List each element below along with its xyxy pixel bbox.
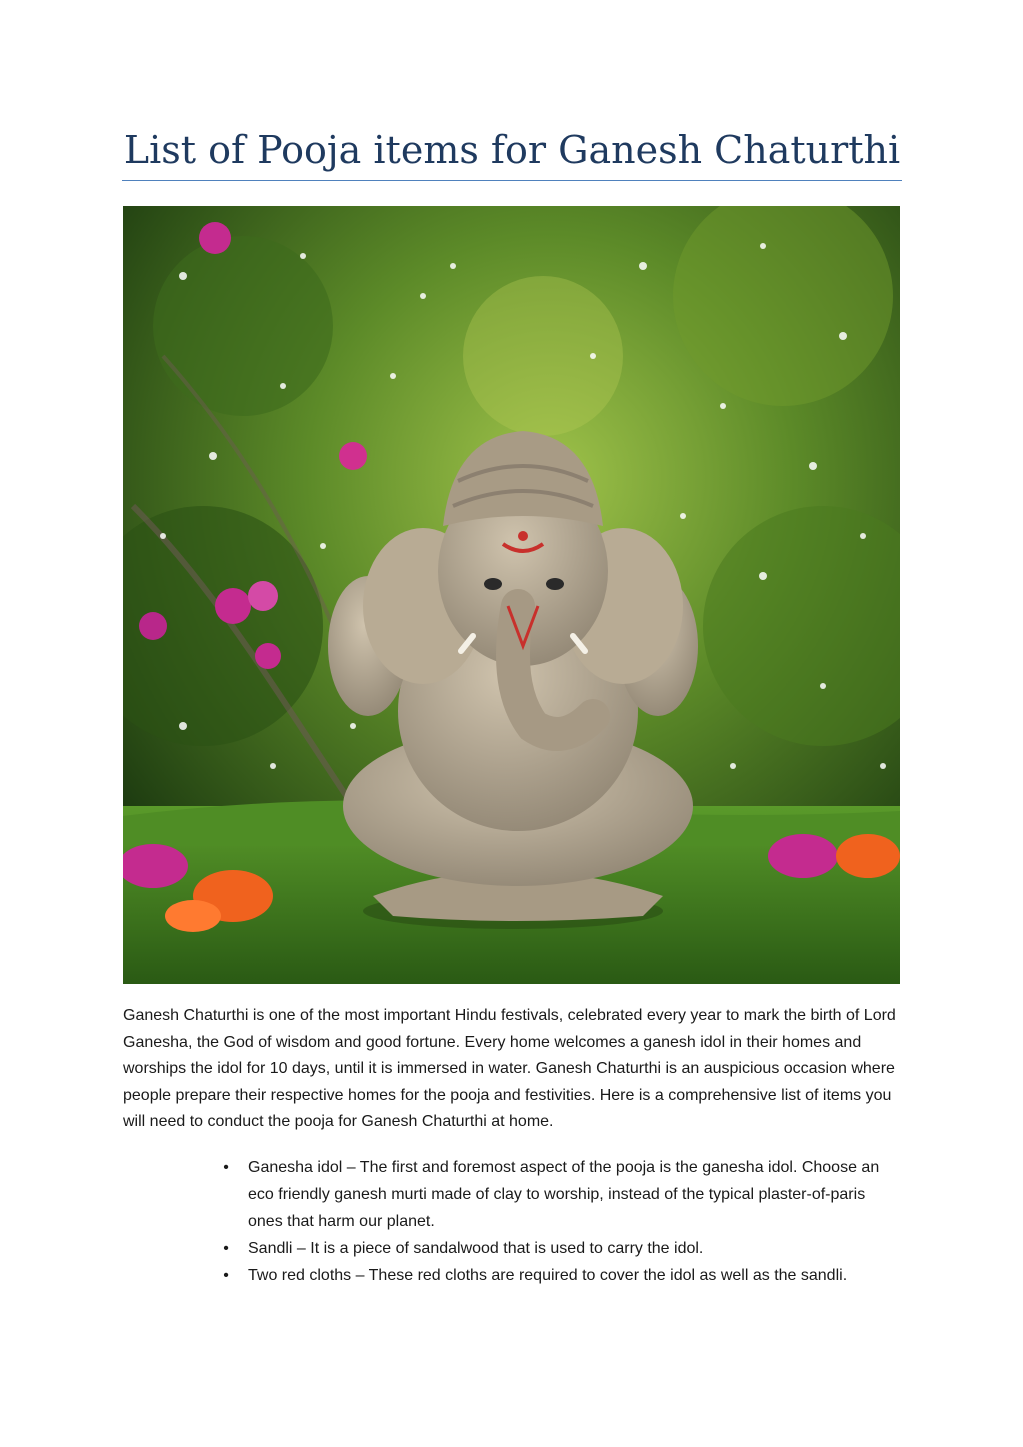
list-item-text: Two red cloths – These red cloths are required to cover the idol as well as the sandli.	[248, 1267, 848, 1284]
list-item	[223, 1262, 900, 1289]
bullet-icon: •	[223, 1240, 229, 1257]
list-item-text: Ganesha idol – The first and foremost aspect of the pooja is the ganesha idol. Choose an eco friendly ganesh murti made of clay to worship, instead of the typical plaster-of-paris ones that harm our planet.	[248, 1159, 880, 1230]
ganesha-idol-photo	[123, 206, 900, 984]
list-item	[223, 1235, 900, 1262]
bullet-icon: •	[223, 1159, 229, 1176]
intro-paragraph: Ganesh Chaturthi is one of the most important Hindu festivals, celebrated every year to mark the birth of Lord Ganesha, the God of wisdom and good fortune. Every home welcomes a ganesh idol in their homes and worships the idol for 10 days, until it is immersed in water. Ganesh Chaturthi is an auspicious occasion where people prepare their respective homes for the pooja and festivities. Here is a comprehensive list of items you will need to conduct the pooja for Ganesh Chaturthi at home.	[123, 1007, 896, 1130]
pooja-items-list	[223, 1154, 900, 1289]
ganesha-idol-illustration	[123, 206, 900, 984]
bullet-icon: •	[223, 1267, 229, 1284]
list-item	[223, 1154, 900, 1235]
title-underline	[122, 180, 902, 181]
list-item-text: Sandli – It is a piece of sandalwood that is used to carry the idol.	[248, 1240, 704, 1257]
page-title: List of Pooja items for Ganesh Chaturthi	[123, 128, 901, 172]
